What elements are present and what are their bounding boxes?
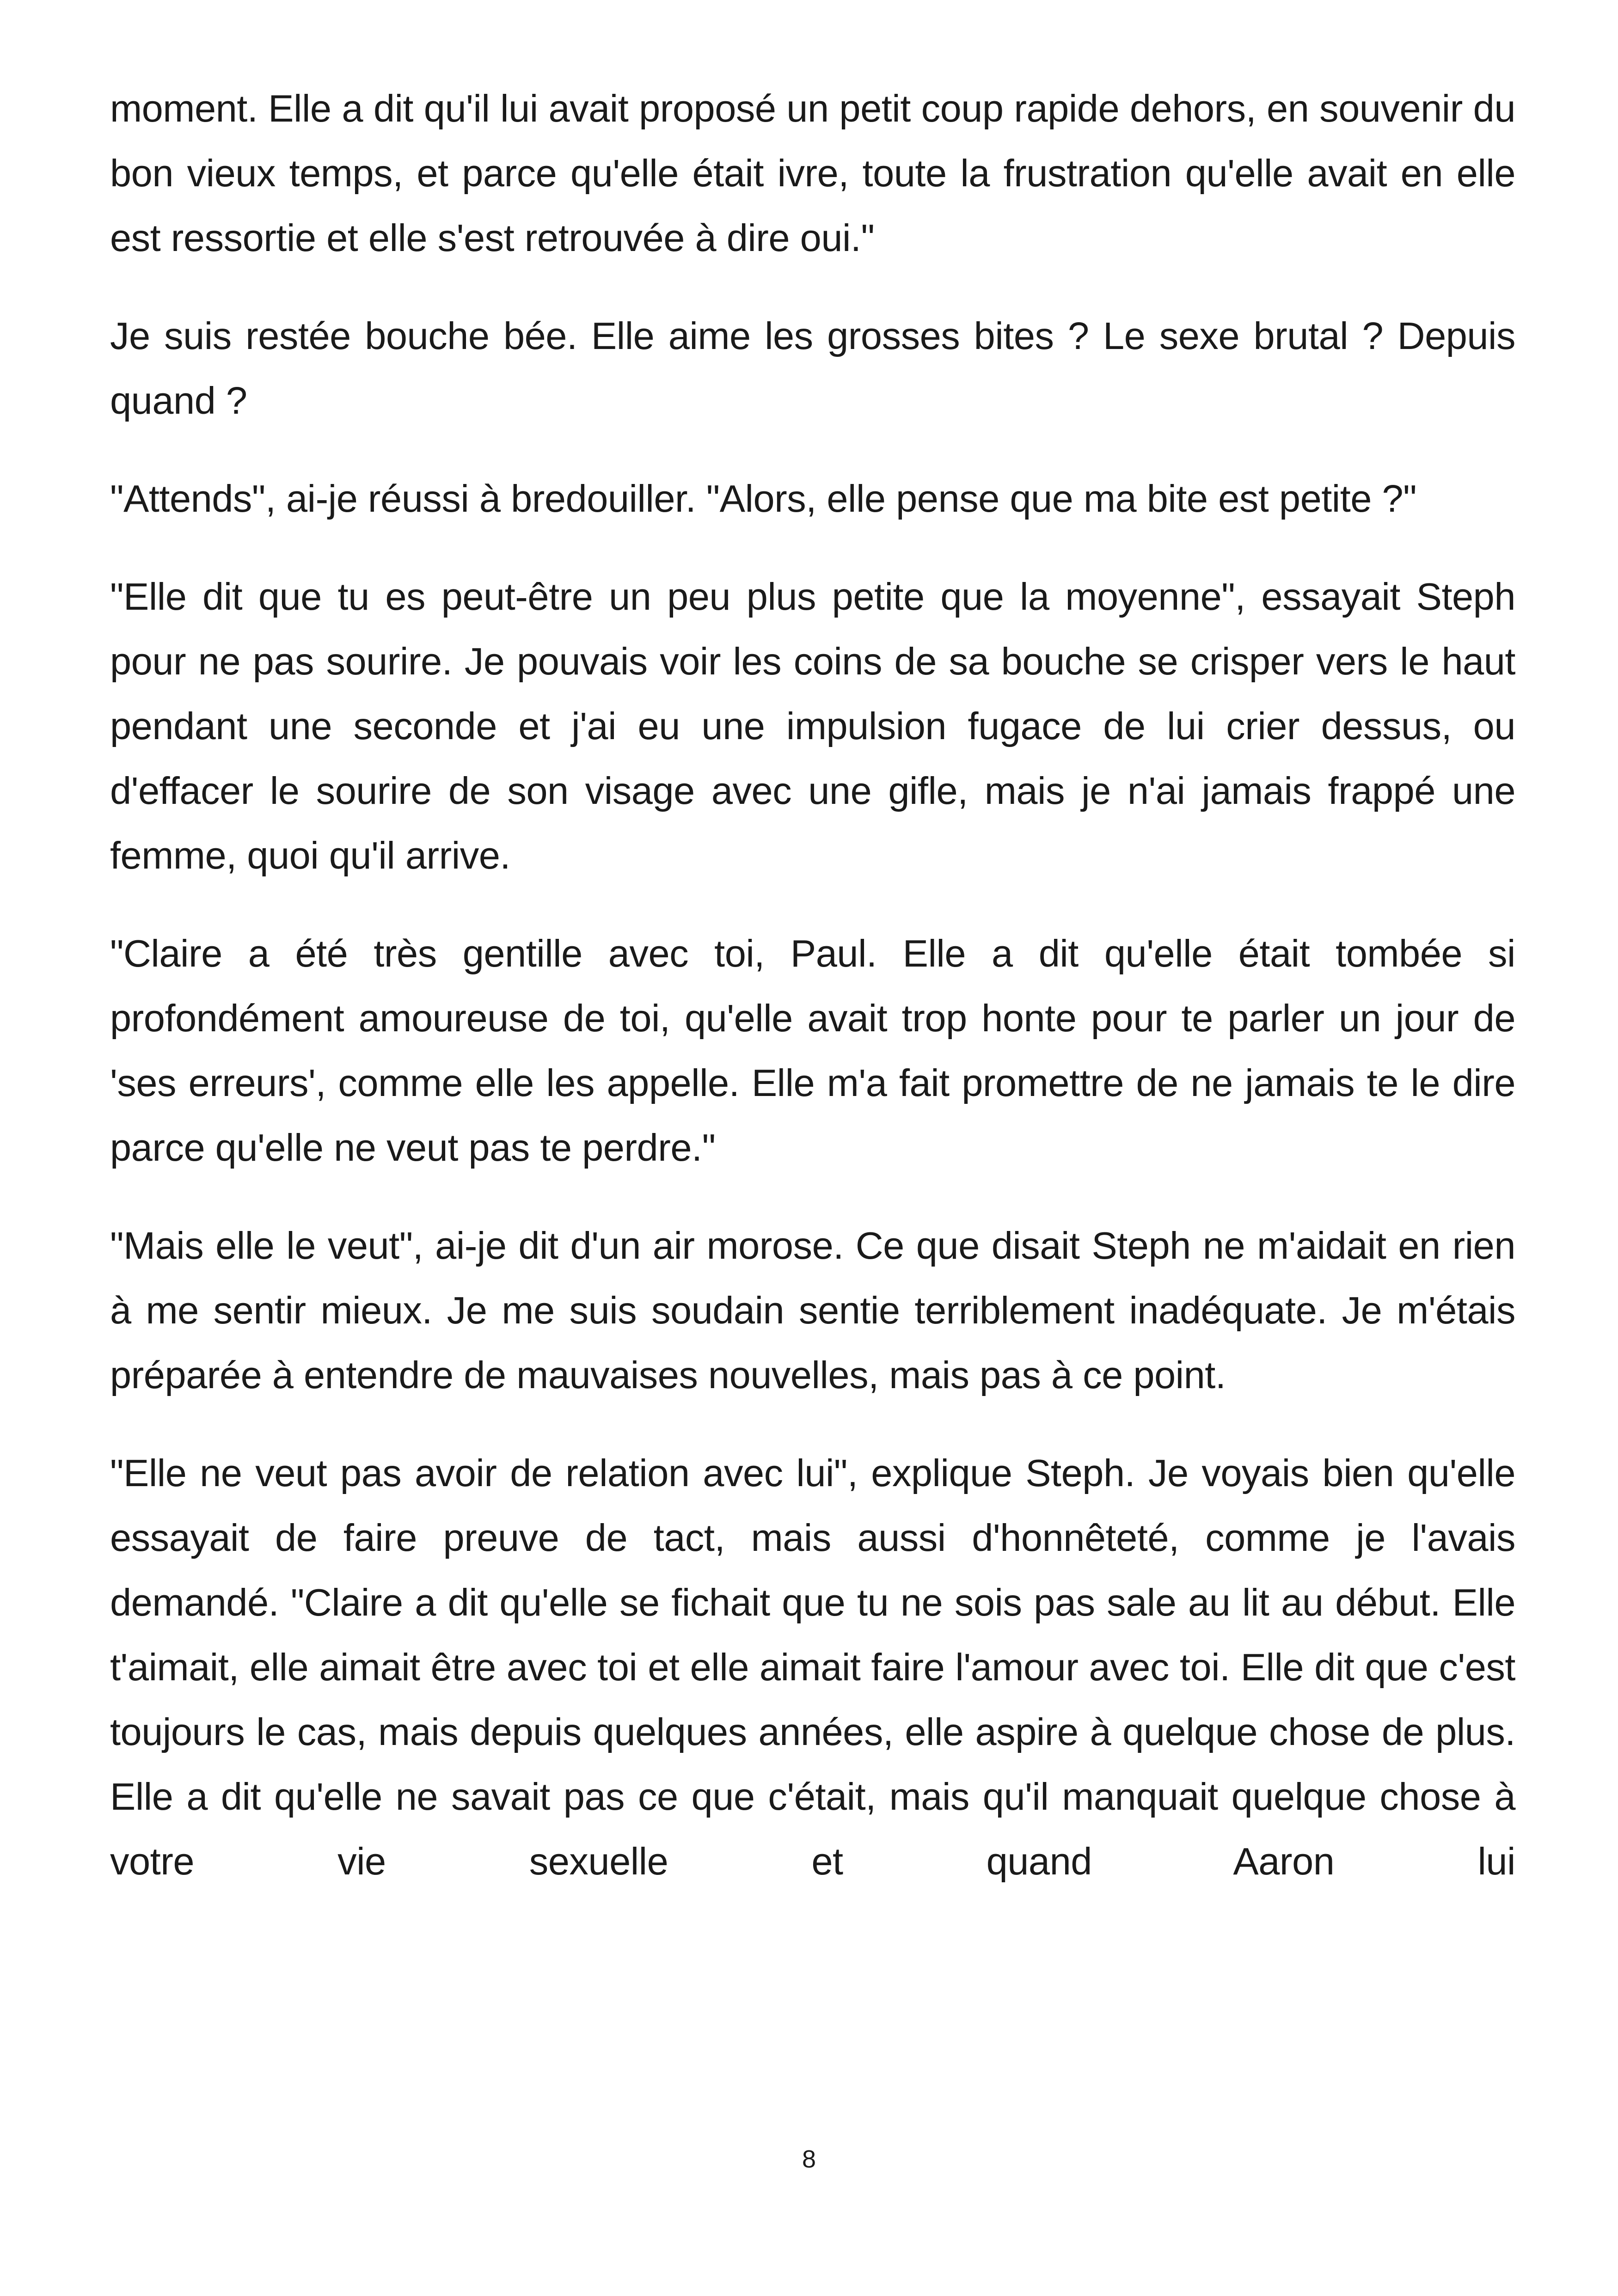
paragraph: moment. Elle a dit qu'il lui avait proposé un petit coup rapide dehors, en souvenir du bon vieux temps, et parce qu'elle était ivre, toute la frustration qu'elle avait en elle est ressortie et elle s'est retrouvée à dire oui." — [110, 87, 1515, 259]
document-body — [110, 76, 1515, 1927]
paragraph: "Mais elle le veut", ai-je dit d'un air morose. Ce que disait Steph ne m'aidait en rien à me sentir mieux. Je me suis soudain sentie terriblement inadéquate. Je m'étais préparée à entendre de mauvaises nouvelles, mais pas à ce point. — [110, 1224, 1515, 1396]
paragraph: "Claire a été très gentille avec toi, Paul. Elle a dit qu'elle était tombée si profondément amoureuse de toi, qu'elle avait trop honte pour te parler un jour de 'ses erreurs', comme elle les appelle. Elle m'a fait promettre de ne jamais te le dire parce qu'elle ne veut pas te perdre." — [110, 932, 1515, 1169]
paragraph: "Elle ne veut pas avoir de relation avec lui", explique Steph. Je voyais bien qu'elle essayait de faire preuve de tact, mais aussi d'honnêteté, comme je l'avais demandé. "Claire a dit qu'elle se fichait que tu ne sois pas sale au lit au début. Elle t'aimait, elle aimait être avec toi et elle aimait faire l'amour avec toi. Elle dit que c'est toujours le cas, mais depuis quelques années, elle aspire à quelque chose de plus. Elle a dit qu'elle ne savait pas ce que c'était, mais qu'il manquait quelque chose à votre vie sexuelle et quand Aaron lui — [110, 1451, 1515, 1883]
paragraph: "Attends", ai-je réussi à bredouiller. "Alors, elle pense que ma bite est petite ?" — [110, 477, 1417, 520]
page-number: 8 — [802, 2145, 816, 2173]
paragraph: Je suis restée bouche bée. Elle aime les grosses bites ? Le sexe brutal ? Depuis quand ? — [110, 314, 1515, 422]
paragraph: "Elle dit que tu es peut-être un peu plus petite que la moyenne", essayait Steph pour ne pas sourire. Je pouvais voir les coins de sa bouche se crisper vers le haut pendant une seconde et j'ai eu une impulsion fugace de lui crier dessus, ou d'effacer le sourire de son visage avec une gifle, mais je n'ai jamais frappé une femme, quoi qu'il arrive. — [110, 575, 1515, 877]
